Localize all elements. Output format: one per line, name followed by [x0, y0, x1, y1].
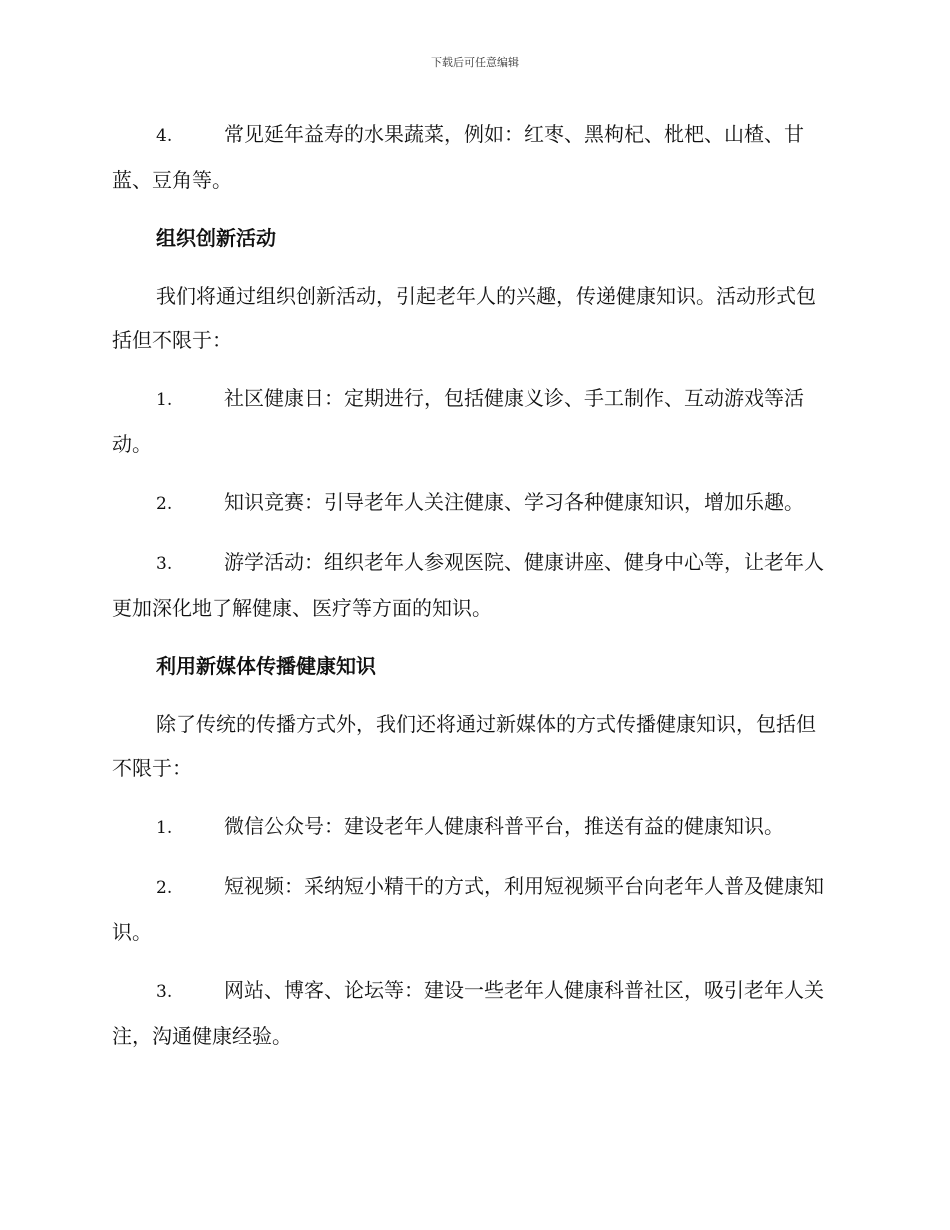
- list-number: 3.: [156, 982, 173, 1002]
- list-text: 微信公众号：建设老年人健康科普平台，推送有益的健康知识。: [224, 814, 784, 838]
- page-header: 下载后可任意编辑: [431, 56, 519, 69]
- list-number: 2.: [156, 878, 173, 898]
- list-item: [112, 804, 834, 850]
- list-item: [112, 376, 834, 466]
- list-number: 3.: [156, 554, 173, 574]
- list-number: 1.: [156, 390, 173, 410]
- section-heading: 利用新媒体传播健康知识: [156, 654, 376, 678]
- list-number: 1.: [156, 818, 173, 838]
- list-item: [112, 540, 834, 630]
- list-item: [112, 864, 834, 954]
- list-item: [112, 480, 834, 526]
- list-item: [112, 112, 834, 202]
- section-heading: 组织创新活动: [156, 226, 276, 250]
- list-number: 4.: [156, 126, 173, 146]
- list-text: 知识竞赛：引导老年人关注健康、学习各种健康知识，增加乐趣。: [224, 490, 804, 514]
- list-number: 2.: [156, 494, 173, 514]
- list-text: 社区健康日：定期进行，包括健康义诊、手工制作、互动游戏等活动。: [112, 386, 804, 456]
- list-text: 常见延年益寿的水果蔬菜，例如：红枣、黑枸杞、枇杷、山楂、甘蓝、豆角等。: [112, 122, 804, 192]
- list-text: 短视频：采纳短小精干的方式，利用短视频平台向老年人普及健康知识。: [112, 874, 824, 944]
- paragraph: 除了传统的传播方式外，我们还将通过新媒体的方式传播健康知识，包括但不限于：: [112, 712, 816, 780]
- list-item: [112, 968, 834, 1058]
- paragraph: 我们将通过组织创新活动，引起老年人的兴趣，传递健康知识。活动形式包括但不限于：: [112, 284, 816, 352]
- list-text: 游学活动：组织老年人参观医院、健康讲座、健身中心等，让老年人更加深化地了解健康、医疗等方面的知识。: [112, 550, 824, 620]
- list-text: 网站、博客、论坛等：建设一些老年人健康科普社区，吸引老年人关注，沟通健康经验。: [112, 978, 824, 1048]
- document-body: [112, 112, 834, 1072]
